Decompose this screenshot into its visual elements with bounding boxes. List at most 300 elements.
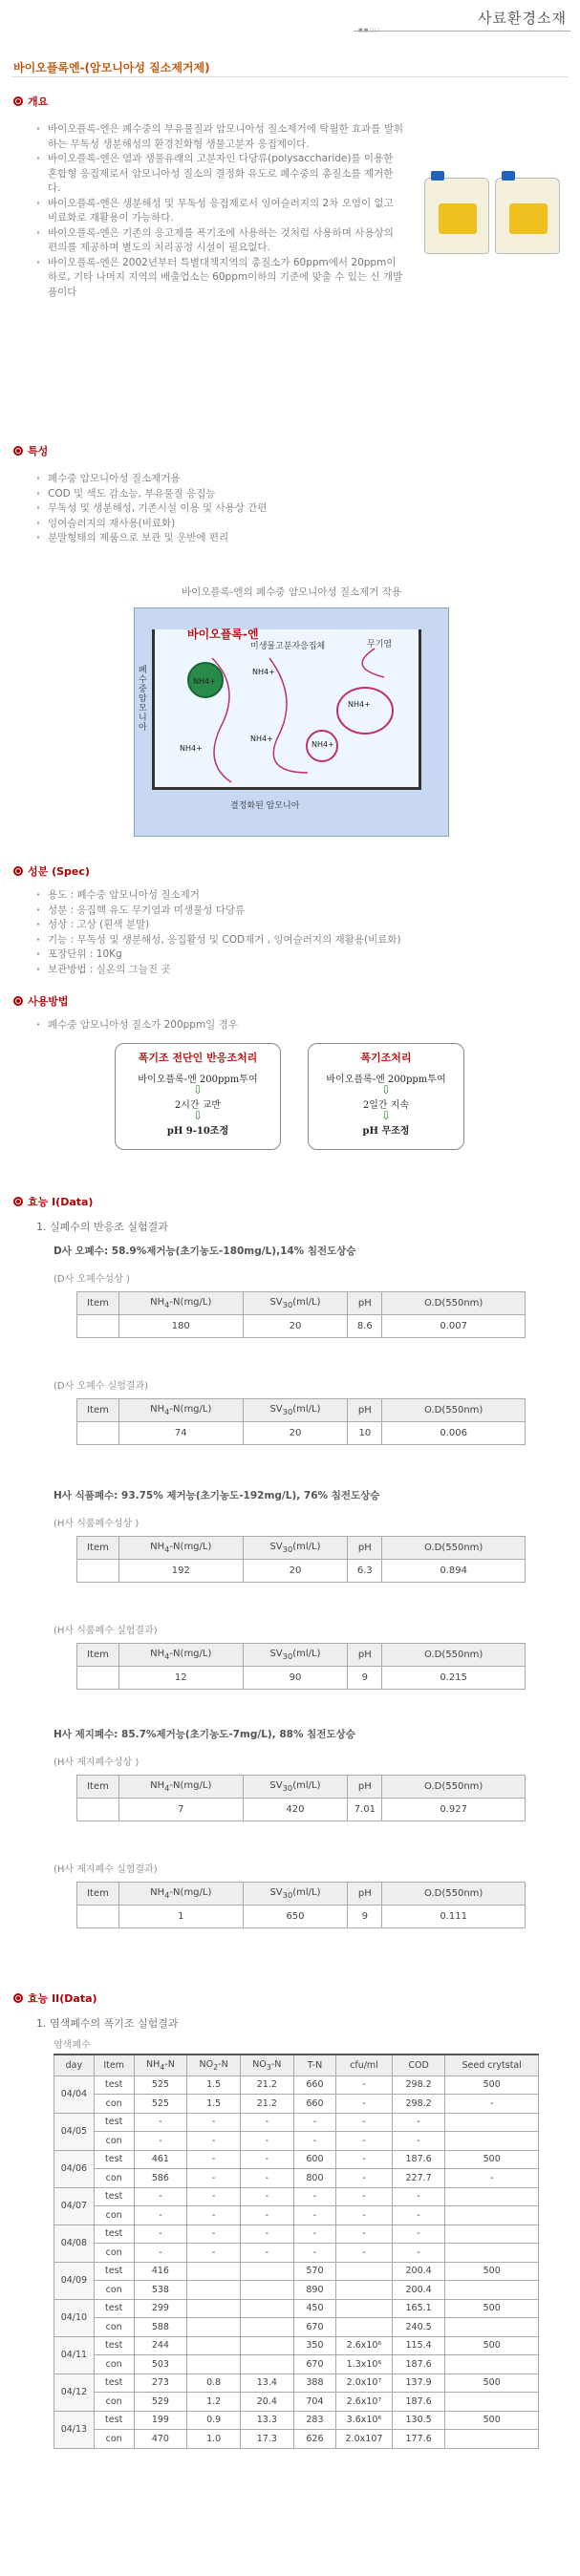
table-cell: 1.5 [187,2095,241,2114]
effect-table [76,1775,526,1821]
table-cell: 240.5 [392,2318,445,2337]
table-row [54,2187,539,2206]
table-cell: con [94,2169,134,2188]
table-cell: test [94,2113,134,2132]
table-cell: - [187,2169,241,2188]
table-cell: con [94,2206,134,2225]
list-item: · 바이오플록-엔은 2002년부터 특별대책지역의 총질소가 60ppm에서 20ppm이하로, 기타 나머지 지역의 배출업소는 60ppm이하의 기준에 맞출 수 있는 신 개발품이다 [36,256,404,301]
table-header: $SV_{30}(ml/L)$ [243,1399,348,1422]
table-header: O.D(550nm) [382,1776,526,1799]
list-item: · 바이오플록-엔은 생분해성 및 무독성 응집제로서 잉여슬러지의 2차 오염이 없고 비료화로 재활용이 가능하다. [36,197,404,226]
ion-label: NH4+ [193,677,216,686]
table-cell: 227.7 [392,2169,445,2188]
table-header: $NH_4-N(mg/L)$ [118,1537,243,1560]
table-cell: 420 [243,1799,348,1821]
table-cell: - [336,2095,393,2114]
table-cell: 165.1 [392,2299,445,2318]
table-cell: 137.9 [392,2374,445,2393]
down-arrow-icon: ⇩ [380,1109,392,1122]
ion-label: NH4+ [311,740,334,749]
table-cell: - [134,2225,187,2244]
table-cell [77,1799,119,1821]
table-cell: 200.4 [392,2281,445,2300]
table-note: (H사 제지폐수 실험결과) [54,1864,158,1875]
table-header: pH [348,1644,382,1667]
table-cell: 04/10 [54,2299,95,2336]
table-cell: - [187,2187,241,2206]
table-header: $SV_{30}(ml/L)$ [243,1644,348,1667]
table-cell [445,2113,539,2132]
process-step: 2일간 지속 [362,1100,410,1111]
table-cell: 10 [348,1422,382,1445]
section-bullet-icon [13,446,23,456]
table-header: pH [348,1537,382,1560]
table-cell [77,1560,119,1583]
title-rule [11,76,569,77]
table-cell: - [293,2206,336,2225]
table-cell [445,2244,539,2263]
table-cell [240,2299,293,2318]
table-row [54,2206,539,2225]
table-cell: - [293,2132,336,2151]
table-cell: 660 [293,2076,336,2095]
table-cell: - [445,2169,539,2188]
table-cell: 500 [445,2336,539,2355]
table-cell: - [187,2150,241,2169]
table-cell [240,2281,293,2300]
flow-lines [155,629,424,790]
section-overview-heading: 개요 [13,94,48,109]
table-cell: 600 [293,2150,336,2169]
section-bullet-icon [13,866,23,876]
table-cell: 1.2 [187,2393,241,2412]
table-cell: 0.9 [187,2411,241,2430]
table-cell: con [94,2430,134,2449]
table-row [54,2095,539,2114]
table-cell: 0.215 [382,1667,526,1690]
table-header: $NO_2-N$ [187,2054,241,2076]
table-cell [336,2262,393,2281]
process-step: 바이오플록-엔 200ppm투여 [138,1075,258,1085]
effect-table [76,1882,526,1928]
table-header: $NH_4-N$ [134,2054,187,2076]
table-cell: - [134,2113,187,2132]
table-cell: 890 [293,2281,336,2300]
table-header: T-N [293,2054,336,2076]
table-row [54,2132,539,2151]
table-cell [240,2336,293,2355]
section-spec-heading: 성분 (Spec) [13,863,90,879]
table-cell: 04/05 [54,2113,95,2150]
table-cell: 2.0x10⁷ [336,2374,393,2393]
table-cell: 525 [134,2076,187,2095]
table-cell [445,2430,539,2449]
tank [152,629,421,790]
process-box-aeration [308,1043,464,1150]
table-cell: - [445,2095,539,2114]
table-cell: 2.6x10⁷ [336,2393,393,2412]
table-cell: - [187,2113,241,2132]
table-row [54,2150,539,2169]
table-cell: 177.6 [392,2430,445,2449]
table-cell: 04/13 [54,2411,95,2448]
table-cell: - [187,2225,241,2244]
table-cell: test [94,2262,134,2281]
table-cell: 74 [118,1422,243,1445]
section-bullet-icon [13,1993,23,2003]
table-cell: - [336,2187,393,2206]
table-cell: 130.5 [392,2411,445,2430]
usage-list [36,1018,380,1033]
table-cell: 450 [293,2299,336,2318]
table-cell: 500 [445,2150,539,2169]
table-cell: - [240,2150,293,2169]
table-cell: - [240,2187,293,2206]
table-note: (H사 식품폐수성상 ) [54,1519,140,1529]
table-cell: 416 [134,2262,187,2281]
table-row [54,2318,539,2337]
table-cell: - [240,2169,293,2188]
table-cell: - [187,2244,241,2263]
table-cell: 0.006 [382,1422,526,1445]
ion-label: NH4+ [348,700,371,709]
table-cell: 1.3x10⁶ [336,2355,393,2374]
table-cell [445,2206,539,2225]
table-header: O.D(550nm) [382,1883,526,1905]
process-title: 폭기조처리 [360,1052,412,1064]
table-row [54,2076,539,2095]
table-cell: 283 [293,2411,336,2430]
table-cell [187,2355,241,2374]
table-cell: - [293,2187,336,2206]
table-cell [445,2355,539,2374]
table-cell [187,2336,241,2355]
table-cell: - [134,2206,187,2225]
table-cell: 1.5 [187,2076,241,2095]
table-cell: con [94,2393,134,2412]
table-cell: - [392,2187,445,2206]
table-cell: 115.4 [392,2336,445,2355]
table-row [54,2336,539,2355]
table-cell: - [336,2169,393,2188]
table-cell: test [94,2076,134,2095]
table-cell: - [392,2244,445,2263]
table-cell: con [94,2132,134,2151]
table-header: Item [94,2054,134,2076]
table-cell: 187.6 [392,2355,445,2374]
features-list [36,472,380,546]
table-row [54,2262,539,2281]
list-item: · 포장단위 : 10Kg [36,947,485,963]
table-cell: 20.4 [240,2393,293,2412]
list-item: · 성상 : 고상 (흰색 분말) [36,918,485,933]
table-cell: - [293,2113,336,2132]
table-cell: 503 [134,2355,187,2374]
table-cell: 13.4 [240,2374,293,2393]
table-header: Item [77,1776,119,1799]
table-row [54,2225,539,2244]
table-cell: 04/08 [54,2225,95,2262]
table-cell: 470 [134,2430,187,2449]
table-cell: - [293,2244,336,2263]
table-cell [445,2225,539,2244]
process-step: 바이오플록-엔 200ppm투여 [326,1075,446,1085]
table-cell: - [336,2206,393,2225]
table-header: $NH_4-N(mg/L)$ [118,1776,243,1799]
section-usage-heading: 사용방법 [13,993,69,1009]
table-cell: - [240,2113,293,2132]
table-cell [77,1422,119,1445]
table-cell: - [240,2132,293,2151]
effect2-caption: 염색폐수 [54,2040,91,2051]
table-cell: - [240,2225,293,2244]
diagram-brand: 바이오플록-엔 [187,628,259,641]
table-cell: - [134,2187,187,2206]
down-arrow-icon: ⇩ [192,1083,204,1096]
table-cell: 2.6x10⁶ [336,2336,393,2355]
table-row [54,2281,539,2300]
table-cell [445,2187,539,2206]
table-cell: 17.3 [240,2430,293,2449]
list-item: · 무독성 및 생분해성, 기존시설 이용 및 사용상 간편 [36,501,380,517]
table-cell: - [134,2132,187,2151]
table-cell: 04/04 [54,2076,95,2113]
table-cell [77,1905,119,1928]
table-header: pH [348,1776,382,1799]
section-bullet-icon [13,1197,23,1206]
table-cell: 13.3 [240,2411,293,2430]
table-cell: 626 [293,2430,336,2449]
table-cell [240,2262,293,2281]
table-header: pH [348,1399,382,1422]
list-item: · 폐수중 암모니아성 질소제거용 [36,472,380,487]
diagram-title: 바이오플록-엔의 폐수중 암모니아성 질소제거 작용 [181,586,402,598]
table-cell: 500 [445,2411,539,2430]
table-note: (D사 오폐수성상 ) [54,1274,130,1285]
table-cell: 0.894 [382,1560,526,1583]
table-header: Item [77,1537,119,1560]
table-cell: test [94,2411,134,2430]
table-cell: 9 [348,1905,382,1928]
table-cell [445,2393,539,2412]
table-cell: 20 [243,1422,348,1445]
table-cell: 704 [293,2393,336,2412]
table-cell: - [336,2225,393,2244]
table-cell: 20 [243,1315,348,1338]
effect-headline: H사 제지폐수: 85.7%제거능(초기농도-7mg/L), 88% 침전도상승 [54,1729,355,1740]
table-note: (H사 식품폐수 실험결과) [54,1626,158,1636]
table-cell: test [94,2299,134,2318]
header-rule [354,31,570,32]
table-cell [187,2281,241,2300]
table-cell: test [94,2187,134,2206]
table-cell: 670 [293,2318,336,2337]
table-cell: 187.6 [392,2150,445,2169]
floc-label: 미생물고분자응집체 [250,642,326,651]
table-row [54,2430,539,2449]
table-row [54,2244,539,2263]
table-cell: 1 [118,1905,243,1928]
effect-table [76,1643,526,1690]
section-bullet-icon [13,996,23,1006]
table-cell: 660 [293,2095,336,2114]
effect-table [76,1291,526,1338]
table-cell [445,2132,539,2151]
table-cell: 244 [134,2336,187,2355]
list-item: · 바이오플록-엔은 기존의 응고제를 폭기조에 사용하는 것처럼 사용하며 사용상의 편의를 제공하며 별도의 처리공정 시설이 필요없다. [36,226,404,256]
table-cell [445,2318,539,2337]
table-header: Item [77,1883,119,1905]
inorganic-label: 무기염 [367,640,393,649]
table-header: Item [77,1399,119,1422]
table-cell: 04/12 [54,2374,95,2411]
table-cell: - [240,2206,293,2225]
table-note: (H사 제지폐수성상 ) [54,1757,140,1768]
table-cell: - [392,2132,445,2151]
table-cell: 800 [293,2169,336,2188]
table-cell: 199 [134,2411,187,2430]
header-dots: ■■□□ [358,28,380,33]
table-cell: - [336,2113,393,2132]
list-item: · 기능 : 무독성 및 생분해성, 응집활성 및 COD제거 , 잉여슬러지의 재활용(비료화) [36,933,485,948]
table-cell: 299 [134,2299,187,2318]
table-cell: 586 [134,2169,187,2188]
table-cell: con [94,2244,134,2263]
process-step: 2시간 교반 [174,1100,222,1111]
table-cell [240,2355,293,2374]
table-header: Item [77,1644,119,1667]
table-cell: 04/06 [54,2150,95,2187]
table-cell: con [94,2318,134,2337]
table-cell: 6.3 [348,1560,382,1583]
ion-label: NH4+ [252,668,275,676]
table-row [54,2169,539,2188]
overview-list [36,122,404,300]
table-cell: 21.2 [240,2076,293,2095]
table-cell: - [240,2244,293,2263]
table-header: $NH_4-N(mg/L)$ [118,1644,243,1667]
table-cell [187,2318,241,2337]
table-cell: 670 [293,2355,336,2374]
table-cell: 12 [118,1667,243,1690]
product-image [419,162,564,258]
list-item: · 보관방법 : 실온의 그늘진 곳 [36,963,485,978]
table-cell: 0.111 [382,1905,526,1928]
list-item: · 바이오플록-엔은 염과 생물유래의 고분자인 다당류(polysaccharide)를 이용한 혼합형 응집제로서 암모니아성 질소의 결정화 유도로 폐수중의 총질소를 제거한다. [36,152,404,197]
table-cell: 500 [445,2374,539,2393]
table-cell [336,2281,393,2300]
table-note: (D사 오폐수 실험결과) [54,1381,149,1392]
list-item: · 폐수중 암모니아성 질소가 200ppm일 경우 [36,1018,380,1033]
table-header: $NO_3-N$ [240,2054,293,2076]
table-header: $NH_4-N(mg/L)$ [118,1292,243,1315]
table-cell: 529 [134,2393,187,2412]
table-cell: - [187,2132,241,2151]
effect-headline: H사 식품폐수: 93.75% 제거능(초기농도-192mg/L), 76% 침전도상승 [54,1490,380,1501]
table-header: O.D(550nm) [382,1644,526,1667]
table-cell: test [94,2374,134,2393]
table-cell: 570 [293,2262,336,2281]
table-header: pH [348,1292,382,1315]
table-cell: 90 [243,1667,348,1690]
effect-table [76,1398,526,1445]
list-item: · 분말형태의 제품으로 보관 및 운반에 편리 [36,531,380,546]
table-cell: 192 [118,1560,243,1583]
table-row [54,2393,539,2412]
table-cell: 1.0 [187,2430,241,2449]
table-cell: 0.007 [382,1315,526,1338]
table-cell: 500 [445,2076,539,2095]
section-bullet-icon [13,96,23,106]
table-row [54,2355,539,2374]
table-cell: 7 [118,1799,243,1821]
table-cell: con [94,2095,134,2114]
table-cell: 461 [134,2150,187,2169]
section-effect2-heading: 효능 II(Data) [13,1991,97,2006]
spec-list [36,888,485,977]
table-header: O.D(550nm) [382,1537,526,1560]
table-cell: - [187,2206,241,2225]
table-cell: 388 [293,2374,336,2393]
table-cell: 200.4 [392,2262,445,2281]
page-header [0,0,580,38]
table-cell: 3.6x10⁶ [336,2411,393,2430]
table-cell: 180 [118,1315,243,1338]
table-cell: - [392,2113,445,2132]
effect-headline: D사 오폐수: 58.9%제거능(초기농도-180mg/L),14% 침전도상승 [54,1245,356,1257]
process-step: pH 9-10조정 [166,1126,229,1137]
table-row [54,2374,539,2393]
table-cell: - [293,2225,336,2244]
table-cell: - [392,2206,445,2225]
table-cell [336,2299,393,2318]
process-title: 폭기조 전단인 반응조처리 [138,1052,258,1064]
table-header: $SV_{30}(ml/L)$ [243,1883,348,1905]
down-arrow-icon: ⇩ [192,1109,204,1122]
table-cell [240,2318,293,2337]
table-cell [336,2318,393,2337]
dyeing-wastewater-table [54,2054,539,2449]
table-cell: 525 [134,2095,187,2114]
table-cell [187,2262,241,2281]
table-cell: 7.01 [348,1799,382,1821]
effect1-subtitle: 1. 실폐수의 반응조 실험결과 [36,1221,168,1233]
table-cell: 298.2 [392,2076,445,2095]
table-header: Item [77,1292,119,1315]
process-step: pH 무조정 [362,1126,410,1137]
table-cell: 273 [134,2374,187,2393]
table-header: cfu/ml [336,2054,393,2076]
list-item: · 용도 : 폐수중 암모니아성 질소제거 [36,888,485,904]
table-header: COD [392,2054,445,2076]
table-header: $NH_4-N(mg/L)$ [118,1883,243,1905]
table-header: O.D(550nm) [382,1292,526,1315]
section-features-heading: 특성 [13,443,48,458]
table-cell: 538 [134,2281,187,2300]
table-cell: 500 [445,2262,539,2281]
table-cell: test [94,2150,134,2169]
table-cell: 0.8 [187,2374,241,2393]
table-cell [445,2281,539,2300]
table-cell: 9 [348,1667,382,1690]
table-cell: 04/07 [54,2187,95,2225]
table-cell: 8.6 [348,1315,382,1338]
table-cell: con [94,2355,134,2374]
table-header: O.D(550nm) [382,1399,526,1422]
list-item: · COD 및 색도 감소능, 부유물질 응집능 [36,487,380,502]
table-cell: 2.0x107 [336,2430,393,2449]
table-cell: - [336,2132,393,2151]
